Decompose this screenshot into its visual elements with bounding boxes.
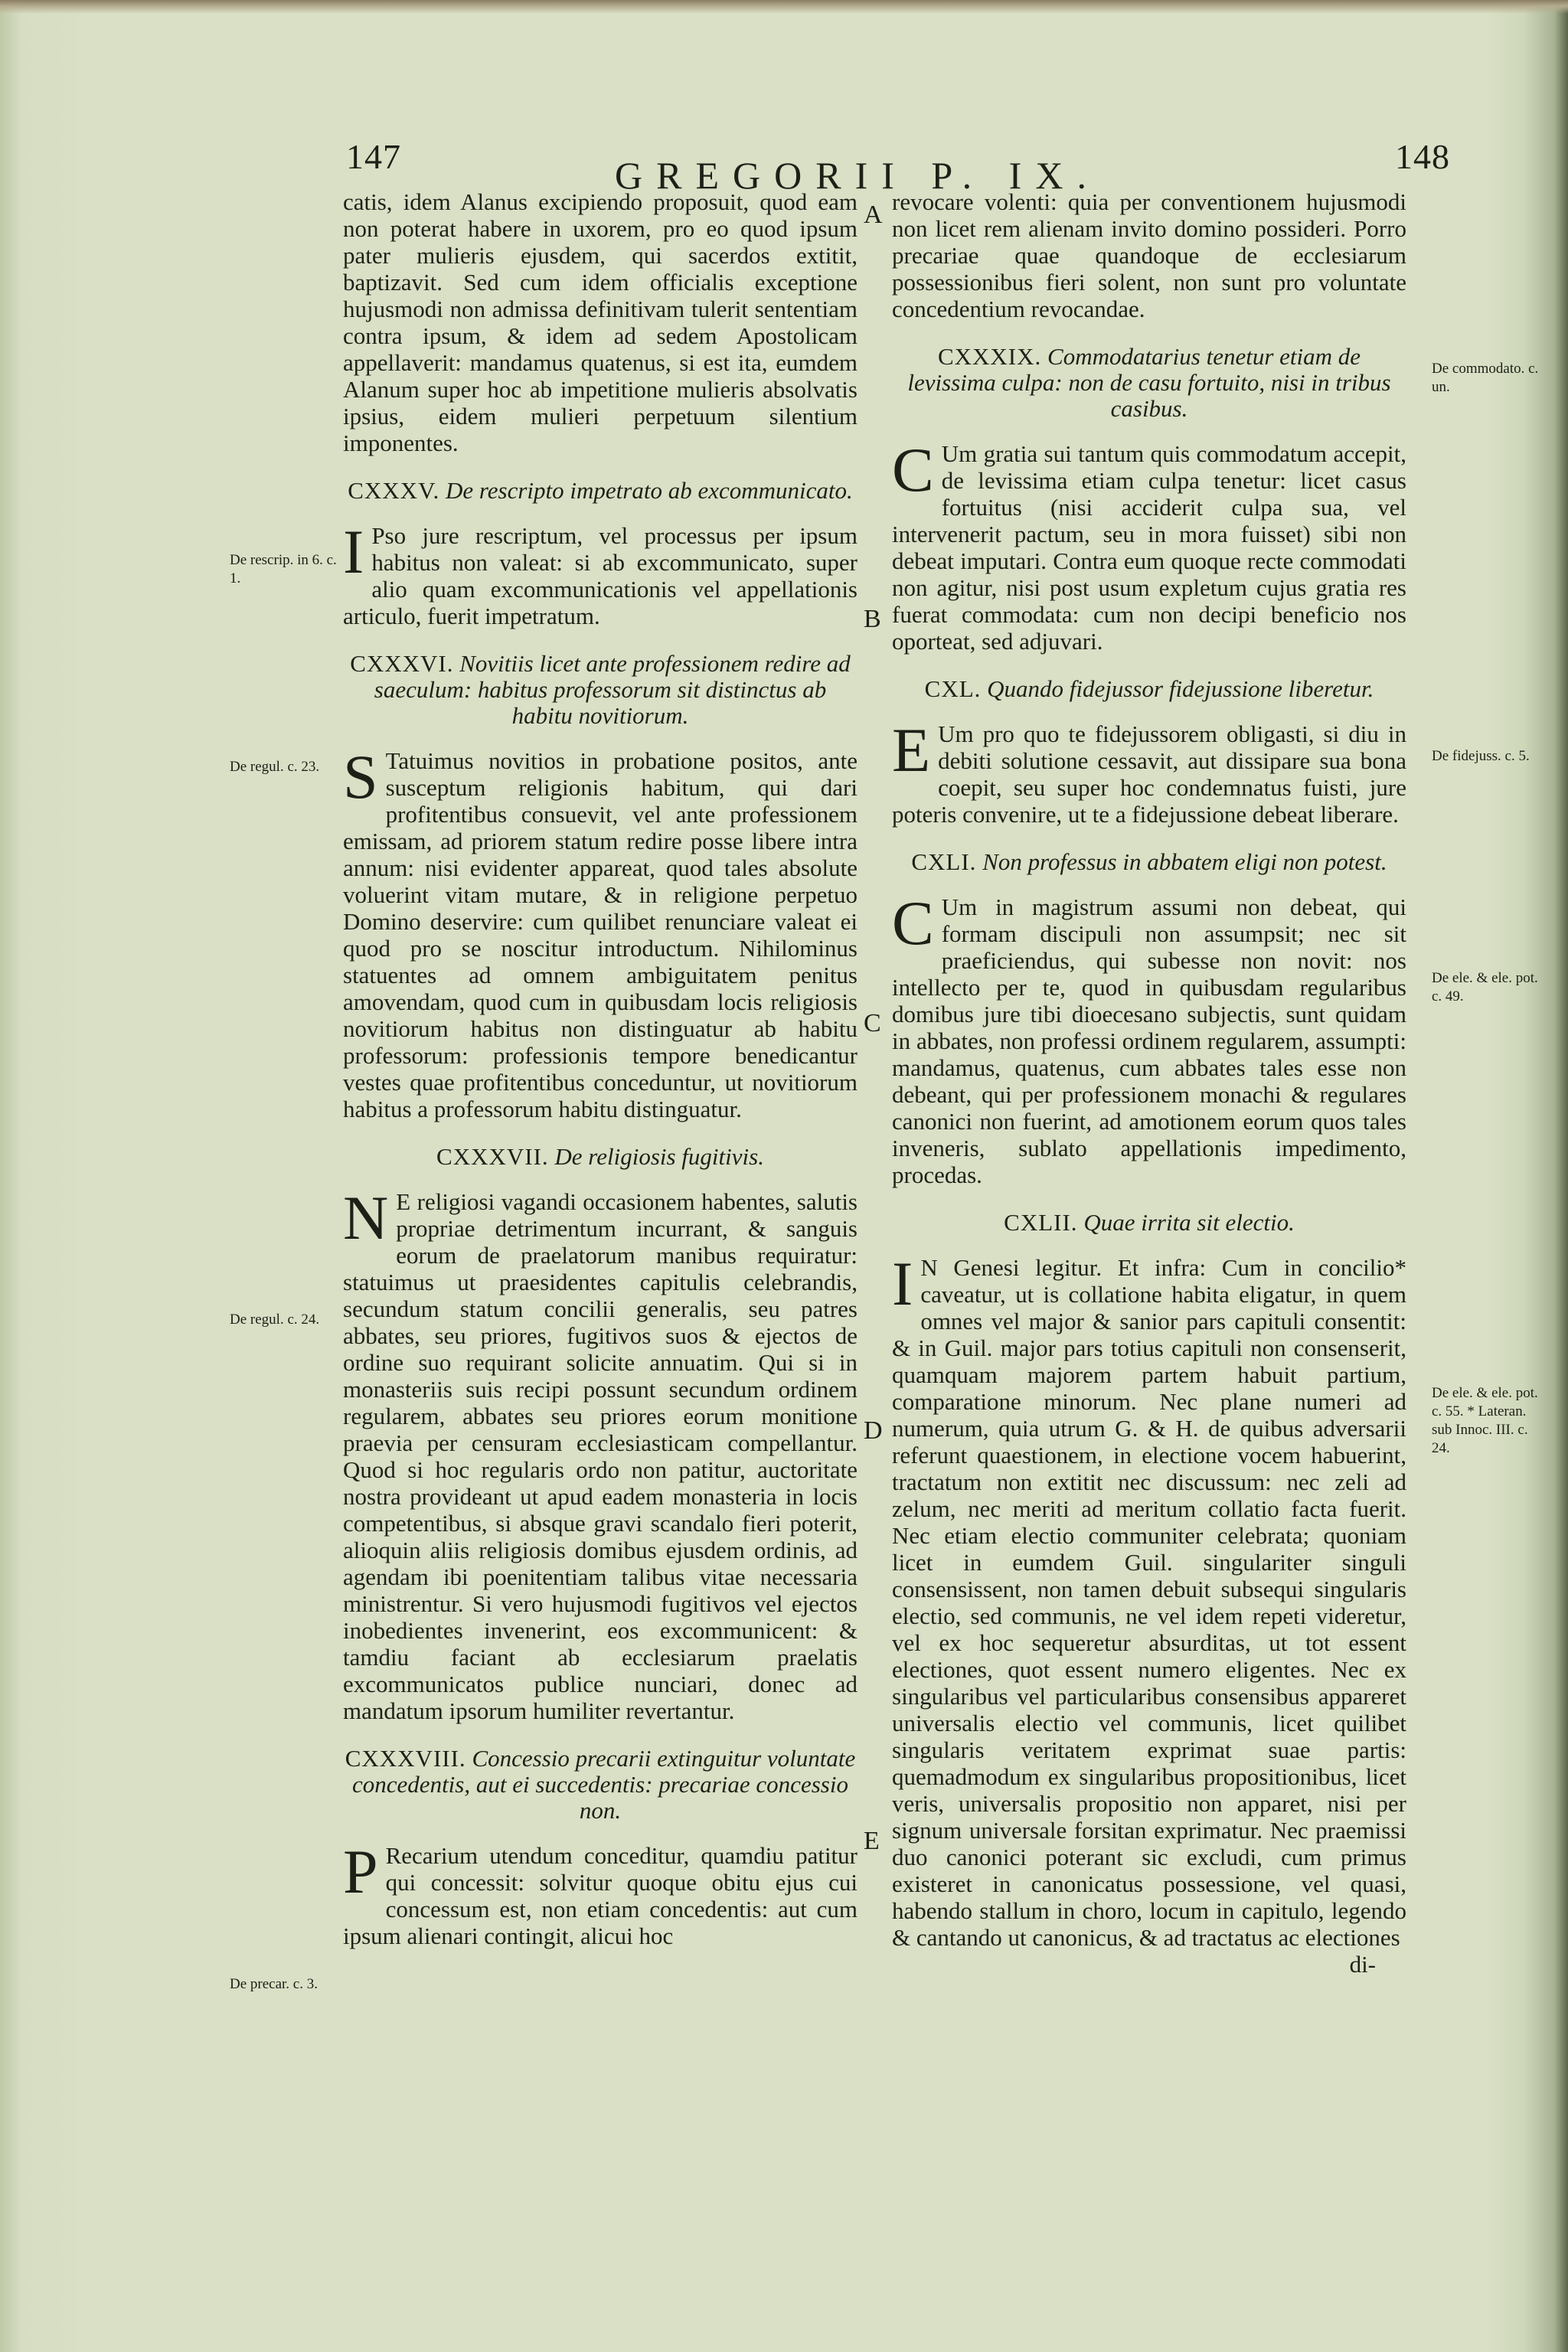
chapter-heading-cxxxviii — [343, 1746, 858, 1824]
paragraph-cxxxviii — [343, 1837, 858, 1949]
chapter-title: Non professus in abbatem eligi non potest. — [982, 848, 1387, 875]
chapter-title: Quae irrita sit electio. — [1083, 1209, 1295, 1236]
chapter-heading-cxxxvii — [343, 1144, 858, 1170]
margin-note-commodato: De commodato. c. un. — [1432, 361, 1539, 395]
paragraph-cxlii — [892, 1249, 1406, 1951]
chapter-heading-cxl — [892, 676, 1406, 702]
catchword: di- — [1349, 1951, 1376, 1978]
paragraph-text: Um gratia sui tantum quis commodatum accepit, de levissima etiam culpa tenetur: licet casus fortuitus (nisi acciderit culpa sua, vel intervenerit pactum, seu in mora fuisset) sibi non debeat imputari. Contra eum quoque recte commodati non agitur, nisi post usum expletum cujus gratia res fuerat commodata: cum non decipi beneficio nos oporteat, sed adjuvari. — [892, 440, 1406, 655]
paragraph-cxxxvii — [343, 1183, 858, 1724]
chapter-heading-cxlii — [892, 1210, 1406, 1236]
chapter-number: CXXXVI. — [350, 650, 454, 677]
paragraph-text: Um pro quo te fidejussorem obligasti, si diu in debiti solutione cessavit, aut dissipare sua bona coepit, seu super hoc condemnatus fuisti, jure poteris convenire, ut te a fidejussione debeat liberare. — [892, 720, 1406, 828]
paragraph-cxli — [892, 888, 1406, 1188]
chapter-number: CXL. — [924, 675, 982, 702]
section-mark-d: D — [864, 1416, 883, 1445]
section-mark-e: E — [864, 1827, 880, 1855]
drop-cap: S — [343, 742, 378, 812]
chapter-title: De religiosis fugitivis. — [554, 1143, 764, 1170]
paragraph-cxxxv — [343, 517, 858, 629]
paragraph-cxl — [892, 715, 1406, 828]
margin-note-precar: De precar. c. 3. — [230, 1976, 318, 1992]
chapter-title: Concessio precarii extinguitur voluntate concedentis, aut ei succedentis: precariae concessio non. — [352, 1745, 856, 1824]
section-mark-a: A — [864, 201, 883, 229]
margin-note-fidejuss: De fidejuss. c. 5. — [1432, 748, 1530, 764]
paragraph-text: Pso jure rescriptum, vel processus per ipsum habitus non valeat: si ab excommunicato, super alio quam excommunicationis vel appellationis articulo, fuerit impetratum. — [343, 522, 858, 629]
chapter-number: CXXXIX. — [937, 343, 1042, 370]
chapter-number: CXXXV. — [348, 477, 440, 504]
chapter-heading-cxxxix — [892, 344, 1406, 422]
paragraph-cxxxix — [892, 435, 1406, 655]
paragraph-text: Um in magistrum assumi non debeat, qui formam discipuli non assumpsit; nec sit praeficiendus, qui subesse non novit: nos intellecto per te, quod in quibusdam regularibus domibus jure tibi dioecesano subjectis, sunt quidam in abbates, non professi ordinem regularem, assumpti: mandamus, quatenus, cum abbates tales esse non debeant, qui per professionem monachi & regulares canonici non fuerint, ad amotionem eorum quos tales inveneris, sublato appellationis impedimento, procedas. — [892, 893, 1406, 1188]
drop-cap: I — [343, 517, 364, 586]
chapter-number: CXLI. — [911, 848, 977, 875]
paragraph-text: E religiosi vagandi occasionem habentes, salutis propriae detrimentum incurrant, & sanguis eorum de praelatorum manibus requiratur: statuimus ut praesidentes capitulis celebrandis, secundum statum concilii generalis, seu patres abbates, seu priores, fugitivos suos & ejectos de ordine suo requirant solicite annuatim. Qui si in monasteriis suis recipi possunt secundum ordinem regularem, abbates seu priores eorum monitione praevia per censuram ecclesiasticam compellantur. Quod si hoc regularis ordo non patitur, auctoritate nostra provideant ut apud eadem monasteria in locis competentibus, si absque gravi scandalo fieri poterit, alioquin aliis religiosis domibus ejusdem ordinis, ad agendam ibi poenitentiam talibus vitae necessaria ministrentur. Si vero hujusmodi fugitivos vel ejectos inobedientes invenerint, eos excommunicent: & tamdiu faciant ab ecclesiarum praelatis excommunicatos publice nunciari, donec ad mandatum ipsorum humiliter revertantur. — [343, 1188, 858, 1724]
drop-cap: I — [892, 1249, 913, 1318]
drop-cap: C — [892, 435, 934, 505]
page-number-right: 148 — [1395, 137, 1450, 176]
section-mark-c: C — [864, 1009, 881, 1037]
paragraph-text: Recarium utendum conceditur, quamdiu patitur qui concessit: solvitur quoque obitu ejus cui concessum est, non etiam concedentis: aut cum ipsum alienari contingit, alicui hoc — [343, 1842, 858, 1949]
paragraph-cxxxvi — [343, 742, 858, 1122]
margin-note-ele-49: De ele. & ele. pot. c. 49. — [1432, 970, 1538, 1004]
drop-cap: N — [343, 1183, 389, 1253]
page-number-left: 147 — [346, 137, 401, 176]
margin-note-ele-55: De ele. & ele. pot. c. 55. * Lateran. sub Innoc. III. c. 24. — [1432, 1385, 1538, 1456]
margin-note-regul-24: De regul. c. 24. — [230, 1312, 320, 1328]
chapter-title: De rescripto impetrato ab excommunicato. — [445, 477, 853, 504]
chapter-number: CXLII. — [1004, 1209, 1078, 1236]
running-title: GREGORII P. IX. — [615, 154, 1100, 197]
chapter-title: Quando fidejussor fidejussione liberetur. — [987, 675, 1374, 702]
paragraph-continuation: revocare volenti: quia per conventionem hujusmodi non licet rem alienam invito domino possideri. Porro precariae quae quandoque de ecclesiarum possessionibus fieri solent, non sunt pro voluntate concedentium revocandae. — [892, 188, 1406, 322]
left-column — [343, 188, 858, 1949]
chapter-title: Commodatarius tenetur etiam de levissima culpa: non de casu fortuito, nisi in tribus casibus. — [907, 343, 1391, 422]
chapter-number: CXXXVIII. — [345, 1745, 466, 1772]
paragraph-text: Tatuimus novitios in probatione positos, ante susceptum religionis habitum, qui dari profitentibus consuevit, vel ante professionem emissam, ad priorem statum redire posse libere intra annum: nisi evidenter appareat, quod tales absolute voluerint vitam mutare, & in religione perpetuo Domino deservire: cum quilibet renunciare valeat ei quod pro se noscitur introductum. Nihilominus statuentes ad omnem ambiguitatem penitus amovendam, quod cum in quibusdam locis religiosis novitiorum habitus non distinguatur ab habitu professorum: professionis tempore benedicantur vestes quae profitentibus conceduntur, ut novitiorum habitus a professorum habitu distinguatur. — [343, 747, 858, 1122]
drop-cap: C — [892, 888, 934, 958]
section-mark-b: B — [864, 605, 881, 633]
chapter-heading-cxli — [892, 849, 1406, 875]
chapter-heading-cxxxvi — [343, 651, 858, 729]
page-top-edge — [0, 0, 1568, 14]
right-column — [892, 188, 1406, 1978]
paragraph-continuation: catis, idem Alanus excipiendo proposuit, quod eam non poterat habere in uxorem, pro eo quod ipsum pater mulieris ejusdem, qui sacerdos extitit, baptizavit. Sed cum idem officialis exceptione hujusmodi non admissa definitivam tulerit sententiam contra ipsum, & idem ad sedem Apostolicam appellaverit: mandamus quatenus, si est ita, eumdem Alanum super hoc ab impetitione mulieris absolvatis ipsius, eidem mulieri perpetuum silentium imponentes. — [343, 188, 858, 456]
margin-note-regul-23: De regul. c. 23. — [230, 759, 320, 775]
chapter-heading-cxxxv — [343, 478, 858, 504]
paragraph-text: N Genesi legitur. Et infra: Cum in concilio* caveatur, ut is collatione habita eligatur, in quem omnes vel major & sanior pars capituli consentit: & in Guil. major pars totius capituli non consenserit, quamquam majorem partem habuit partium, comparatione minorum. Nec plane numeri ad numerum, quia utrum G. & H. de quibus adversarii referunt quaestionem, in electione vocem habuerint, tractatum non extitit nec discussum: nec zeli ad zelum, nec meriti ad meritum collatio facta fuerit. Nec etiam electio communiter celebrata; quoniam licet in eumdem Guil. singulariter singuli consensissent, non tamen debuit subsequi singularis electio, sed communis, ne vel idem repeti videretur, vel ex hoc sequeretur absurditas, ut tot essent electiones, quot essent numero eligentes. Nec ex singularibus vel particularibus consensibus appareret universalis electio vel communis, licet quilibet singularis veritatem exprimat suae partis: quemadmodum ex singularibus propositionibus, licet veris, universalis propositio non apparet, nisi per signum universale forsitan exprimatur. Nec praemissi duo canonici poterant sic excludi, cum primus existeret in canonicatus possessione, vel quasi, habendo stallum in choro, locum in capitulo, legendo & cantando ut canonicus, & ad tractatus ac electiones — [892, 1254, 1406, 1951]
chapter-number: CXXXVII. — [436, 1143, 549, 1170]
drop-cap: E — [892, 715, 931, 785]
drop-cap: P — [343, 1837, 378, 1906]
chapter-title: Novitiis licet ante professionem redire ad saeculum: habitus professorum sit distinctus ab habitu novitiorum. — [374, 650, 851, 729]
margin-note-rescrip: De rescrip. in 6. c. 1. — [230, 552, 337, 586]
